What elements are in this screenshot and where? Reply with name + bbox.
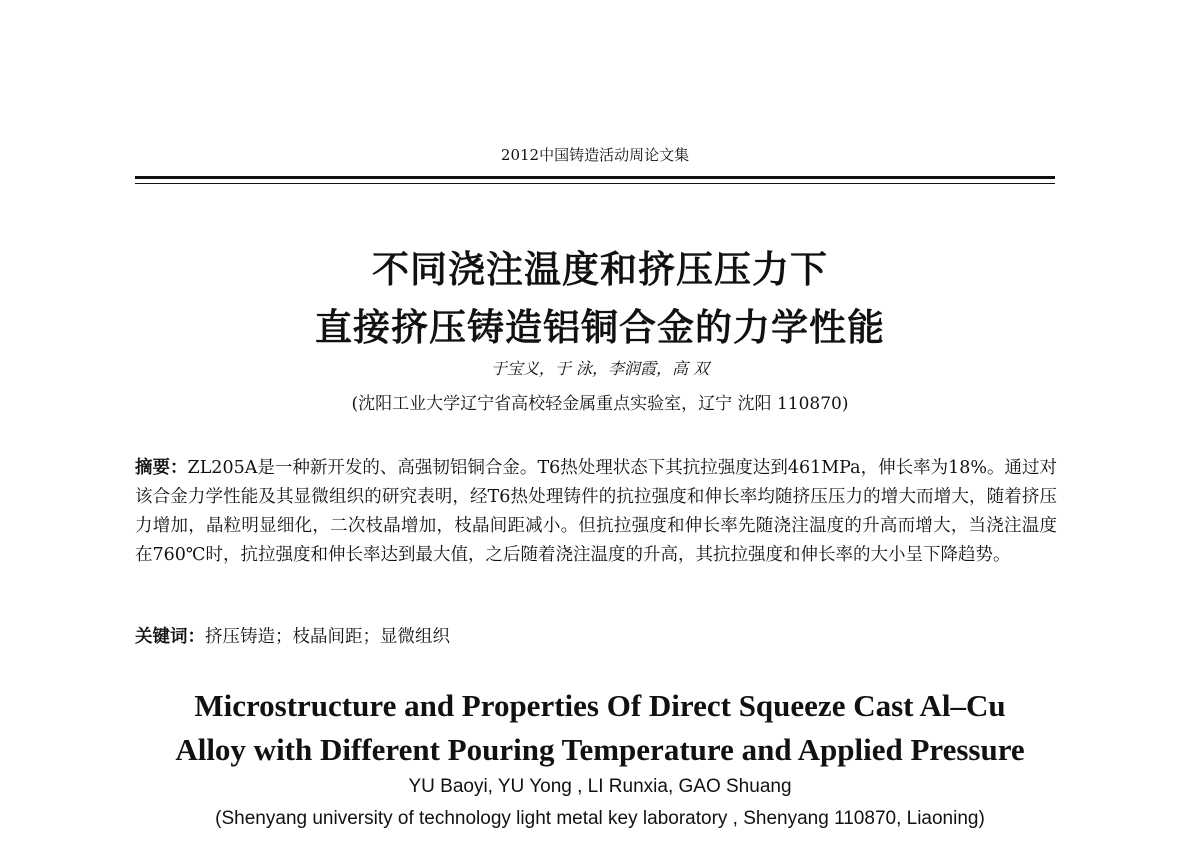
english-title-line-2: Alloy with Different Pouring Temperature and Applied Pressure — [175, 732, 1025, 767]
running-header: 2012中国铸造活动周论文集 — [500, 146, 690, 164]
chinese-authors: 于宝义，于 泳，李润霞，高 双 — [490, 359, 710, 378]
header-rule-thick — [135, 176, 1055, 179]
keywords-label: 关键词： — [135, 627, 205, 647]
chinese-title-line-2: 直接挤压铸造铝铜合金的力学性能 — [315, 306, 885, 349]
header-rule-thin — [135, 183, 1055, 184]
chinese-title-line-1: 不同浇注温度和挤压压力下 — [372, 248, 828, 291]
english-authors: YU Baoyi, YU Yong , LI Runxia, GAO Shuang — [408, 776, 792, 797]
abstract-text: ZL205A是一种新开发的、高强韧铝铜合金。T6热处理状态下其抗拉强度达到461MPa，伸长率为18%。通过对该合金力学性能及其显微组织的研究表明，经T6热处理铸件的抗拉强度和伸长率均随挤压压力的增大而增大，随着挤压力增加，晶粒明显细化，二次枝晶增加，枝晶间距减小。但抗拉强度和伸长率先随浇注温度的升高而增大，当浇注温度在760℃时，抗拉强度和伸长率达到最大值，之后随着浇注温度的升高，其抗拉强度和伸长率的大小呈下降趋势。 — [135, 458, 1058, 565]
chinese-affiliation: (沈阳工业大学辽宁省高校轻金属重点实验室，辽宁 沈阳 110870) — [351, 394, 849, 414]
abstract-label: 摘要： — [135, 458, 188, 478]
english-affiliation: (Shenyang university of technology light metal key laboratory , Shenyang 110870, Liaoning) — [215, 808, 985, 829]
keywords-text: 挤压铸造；枝晶间距；显微组织 — [205, 627, 450, 647]
english-title-line-1: Microstructure and Properties Of Direct Squeeze Cast Al–Cu — [194, 688, 1006, 723]
abstract-paragraph — [135, 454, 1057, 570]
keywords-line — [135, 624, 1057, 650]
